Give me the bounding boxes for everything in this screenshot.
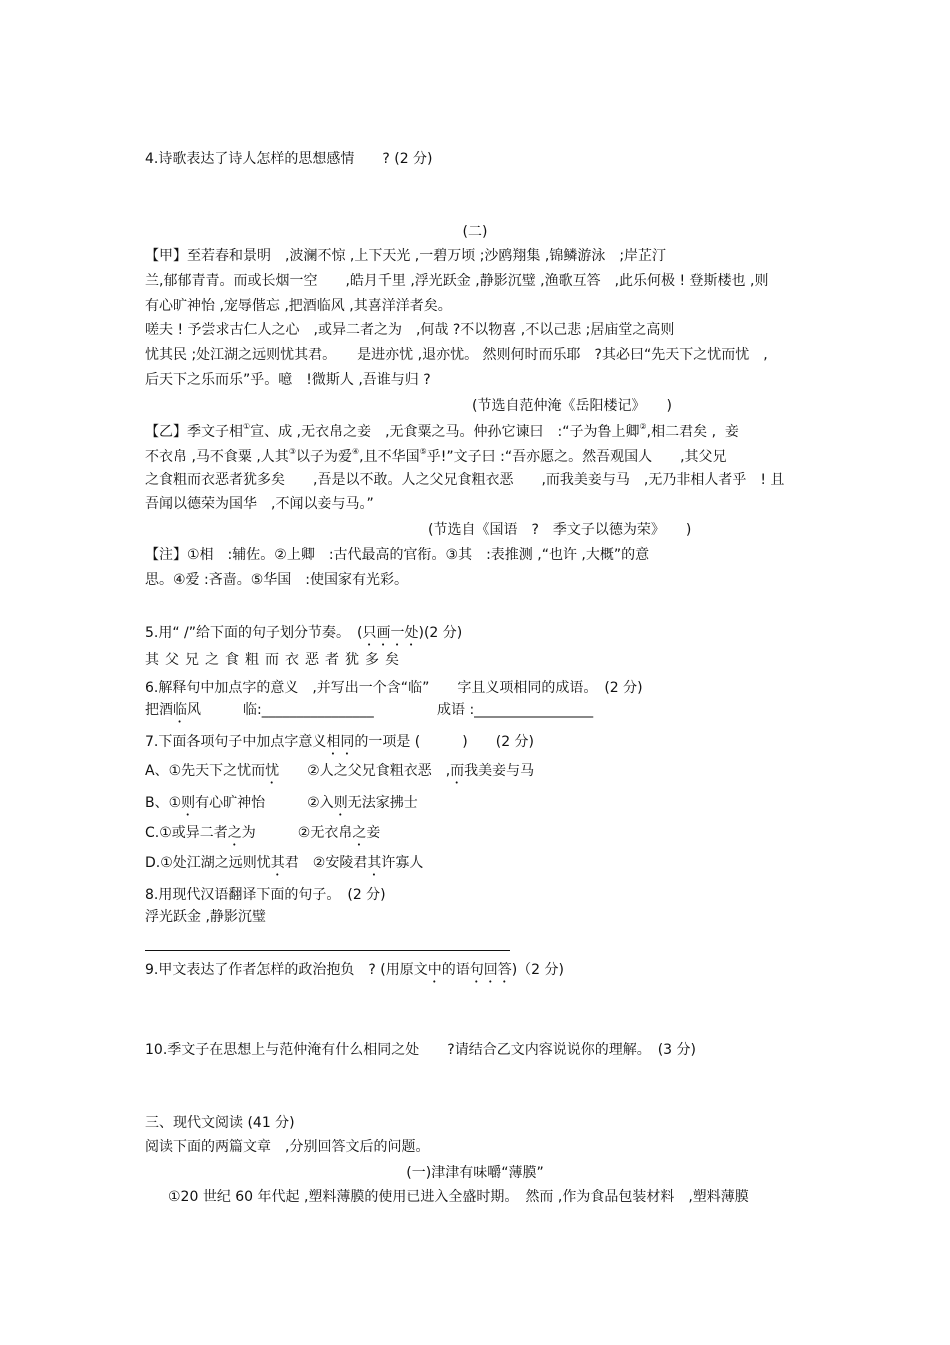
- passage-jia-line-2: 兰,郁郁青青。而或长烟一空 ,皓月千里 ,浮光跃金 ,静影沉璧 ,渔歌互答 ,此乐何极 ! 登斯楼也 ,则: [145, 273, 769, 289]
- footnote-mark-3: ③: [288, 447, 296, 456]
- question-10: 10.季文子在思想上与范仲淹有什么相同之处 ?请结合乙文内容说说你的理解。 (3 分): [145, 1042, 696, 1058]
- question-7-option-a[interactable]: A、①先天下之忧而忧 ②人之父兄食粗衣恶 ,而我美妾与马: [145, 763, 535, 779]
- question-8-answer-line[interactable]: [145, 950, 510, 951]
- passage-jia-line-4: 嗟夫 ! 予尝求古仁人之心 ,或异二者之为 ,何哉 ?不以物喜 ,不以己悲 ;居庙堂之高则: [145, 322, 675, 338]
- footnote-mark-4: ④: [351, 447, 360, 456]
- passage-yi-source: (节选自《国语 ? 季文子以德为荣》 ): [428, 522, 692, 538]
- question-6-answer-2[interactable]: 成语 :_________________: [437, 702, 594, 718]
- passage-jia-line-3: 有心旷神怡 ,宠辱偕忘 ,把酒临风 ,其喜洋洋者矣。: [145, 298, 452, 314]
- section-3-instruction: 阅读下面的两篇文章 ,分别回答文后的问题。: [145, 1139, 430, 1155]
- passage-yi-line-2: 不衣帛 ,马不食粟 ,人其③以子为爱④,且不华国⑤乎!”文子曰 :“吾亦愿之。然吾观国人 ,其父兄: [145, 447, 727, 465]
- question-9: 9.甲文表达了作者怎样的政治抱负 ? (用原文中的语句回答)（2 分): [145, 962, 564, 978]
- passage-jia-source: (节选自范仲淹《岳阳楼记》 ): [472, 398, 672, 414]
- question-6: 6.解释句中加点字的意义 ,并写出一个含“临” 字且义项相同的成语。 (2 分): [145, 680, 643, 696]
- question-8: 8.用现代汉语翻译下面的句子。 (2 分): [145, 887, 386, 903]
- passage-yi-line-3: 之食粗而衣恶者犹多矣 ,吾是以不敢。人之父兄食粗衣恶 ,而我美妾与马 ,无乃非相人者乎 ! 且: [145, 472, 785, 488]
- passage-yi-line-4: 吾闻以德荣为国华 ,不闻以妾与马。”: [145, 496, 374, 512]
- footnote-mark-5: ⑤: [419, 447, 427, 456]
- section-3-heading: 三、现代文阅读 (41 分): [145, 1115, 295, 1131]
- question-7: 7.下面各项句子中加点字意义相同的一项是 ( ) (2 分): [145, 734, 535, 750]
- section-2-heading: (二): [462, 224, 488, 240]
- question-7-option-c[interactable]: C.①或异二者之为 ②无衣帛之妾: [145, 825, 381, 841]
- footnote-mark-2: ②: [639, 422, 647, 431]
- passage-jia-line-1: 【甲】至若春和景明 ,波澜不惊 ,上下天光 ,一碧万顷 ;沙鸥翔集 ,锦鳞游泳 ;岸芷汀: [145, 248, 667, 264]
- question-6-phrase: 把酒临风: [145, 702, 201, 718]
- annotation-line-2: 思。④爱 :吝啬。⑤华国 :使国家有光彩。: [145, 572, 408, 588]
- annotation-line-1: 【注】①相 :辅佐。②上卿 :古代最高的官衔。③其 :表推测 ,“也许 ,大概”的意: [145, 547, 650, 563]
- article-paragraph-1: ①20 世纪 60 年代起 ,塑料薄膜的使用已进入全盛时期。 然而 ,作为食品包装材料 ,塑料薄膜: [168, 1189, 749, 1205]
- question-5: 5.用“ /”给下面的句子划分节奏。 (只画一处)(2 分): [145, 625, 463, 641]
- passage-yi-line-1: 【乙】季文子相①宣、成 ,无衣帛之妾 ,无食粟之马。仲孙它谏曰 :“子为鲁上卿②,相二君矣 , 妾: [145, 422, 739, 440]
- question-8-sentence: 浮光跃金 ,静影沉璧: [145, 909, 266, 925]
- footnote-mark-1: ①: [243, 422, 251, 431]
- passage-jia-line-5: 忧其民 ;处江湖之远则忧其君。 是进亦忧 ,退亦忧。 然则何时而乐耶 ?其必曰“先天下之忧而忧 ,: [145, 347, 768, 363]
- question-7-option-d[interactable]: D.①处江湖之远则忧其君 ②安陵君其许寡人: [145, 855, 424, 871]
- article-title: (一)津津有味嚼“薄膜”: [406, 1165, 544, 1181]
- passage-jia-line-6: 后天下之乐而乐”乎。噫 !微斯人 ,吾谁与归 ?: [145, 372, 431, 388]
- question-5-sentence: 其父兄之食粗而衣恶者犹多矣: [145, 652, 405, 668]
- question-6-answer-1[interactable]: 临:________________: [243, 702, 374, 718]
- question-7-option-b[interactable]: B、①则有心旷神怡 ②入则无法家拂士: [145, 795, 418, 811]
- question-4: 4.诗歌表达了诗人怎样的思想感情 ? (2 分): [145, 151, 433, 167]
